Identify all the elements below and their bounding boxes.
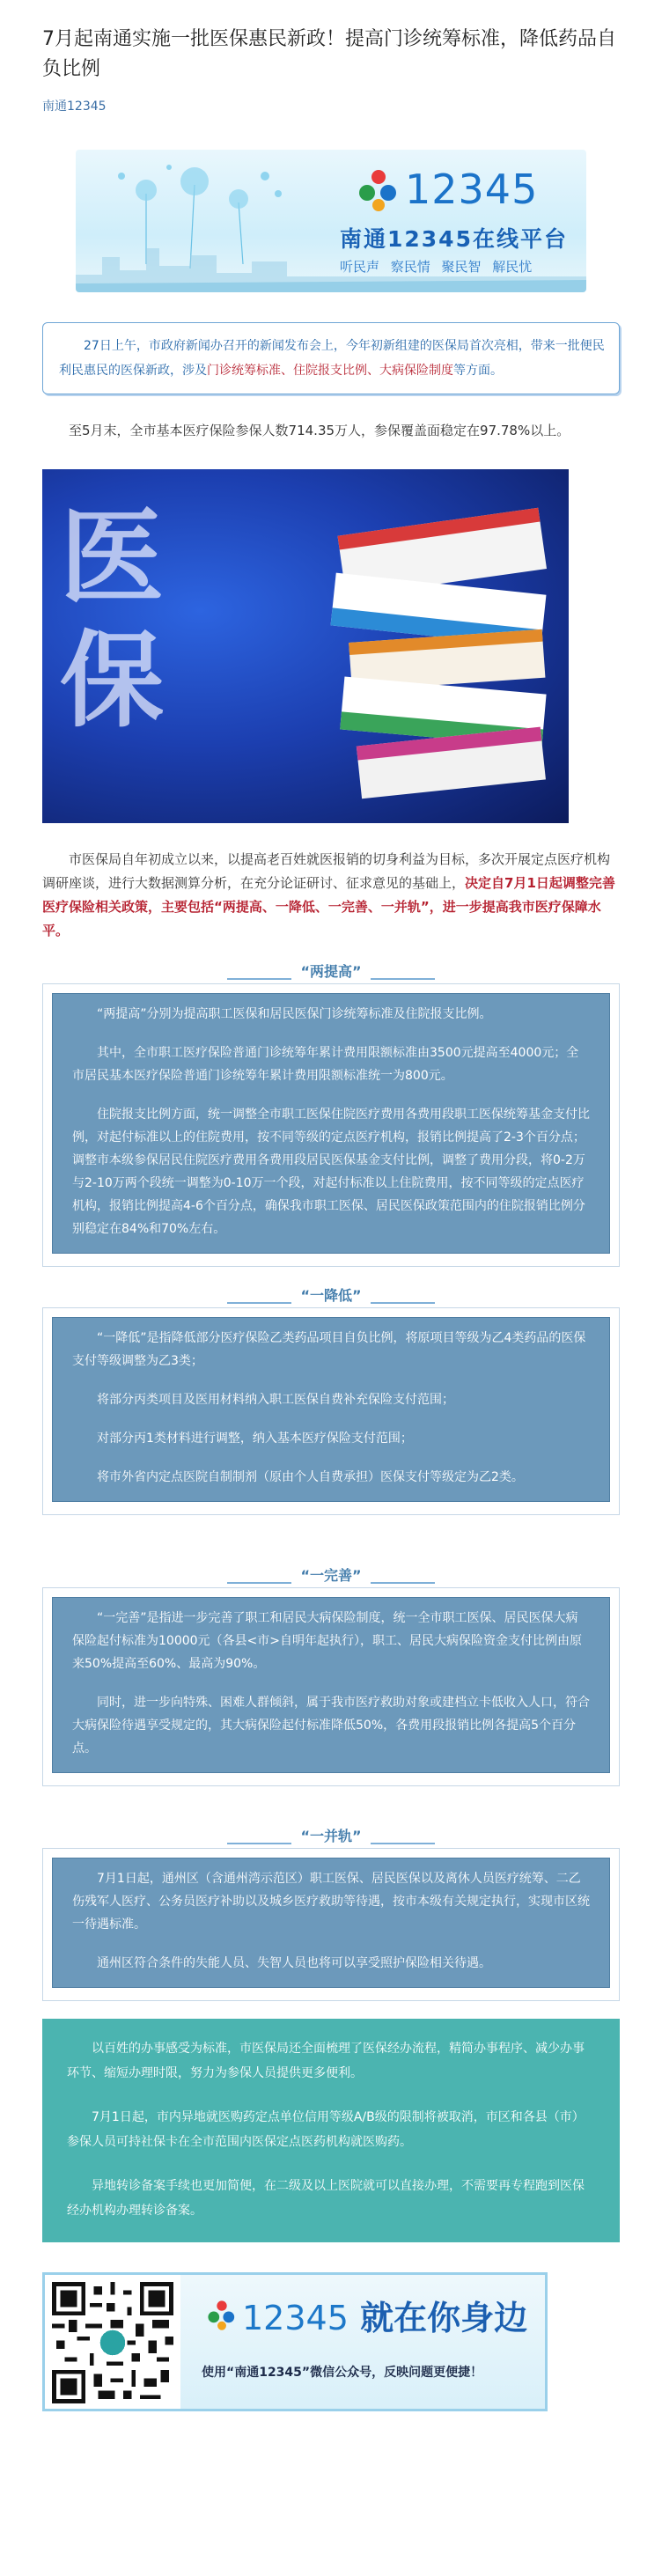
- section-paragraph: 将市外省内定点医院自制制剂（原由个人自费承担）医保支付等级定为乙2类。: [97, 1470, 524, 1484]
- section-label: “一并轨”: [291, 1825, 370, 1845]
- medicine-boxes-graphic: [306, 504, 562, 813]
- section-paragraph: 住院报支比例方面，统一调整全市职工医保住院医疗费用各费用段职工医保统筹基金支付比例，对起付标准以上的住院费用，按不同等级的定点医疗机构，报销比例提高了2-3个百分点；调整市本级参保居民住院医疗费用各费用段居民医保基金支付比例，调整了费用分段，将0-2万与2-10万两个段统一调整为0-10万一个段，对起付标准以上住院费用，按不同等级的定点医疗机构，报销比例提高4-6个百分点，确保我市职工医保、居民医保政策范围内的住院报销比例分别稳定在84%和70%左右。: [72, 1108, 590, 1236]
- water-drops-icon: [207, 2298, 237, 2331]
- service-improvements-box: [42, 2019, 620, 2242]
- intro-box: [42, 322, 620, 394]
- qr-code-icon[interactable]: [52, 2282, 173, 2403]
- section-box-two-raises: [52, 993, 610, 1254]
- water-drops-icon: [357, 166, 400, 212]
- photo-char-bao: 保: [60, 620, 170, 741]
- footer-promo: [180, 2275, 545, 2409]
- header-banner-image: [76, 150, 586, 292]
- section-box-one-merger: [52, 1858, 610, 1988]
- section-header-one-improvement: [42, 1564, 620, 1587]
- section-label: “两提高”: [291, 960, 370, 981]
- section-paragraph: “一降低”是指降低部分医疗保险乙类药品项目自负比例，将原项目等级为乙4类药品的医保支付等级调整为乙3类；: [72, 1331, 586, 1368]
- footer-tagline: 就在你身边: [360, 2299, 528, 2337]
- section-paragraph: 将部分丙类项目及医用材料纳入职工医保自费补充保险支付范围；: [97, 1393, 454, 1407]
- intro-text-end: 等方面。: [453, 364, 503, 378]
- banner-logo-number: 12345: [405, 166, 539, 213]
- section-paragraph: 通州区符合条件的失能人员、失智人员也将可以享受照护保险相关待遇。: [97, 1956, 491, 1970]
- section-header-two-raises: [42, 960, 620, 983]
- service-paragraph: 以百姓的办事感受为标准，市医保局还全面梳理了医保经办流程，精简办事程序、减少办事环节、缩短办理时限，努力为参保人员提供更多便利。: [67, 2042, 585, 2080]
- medical-insurance-photo: [42, 469, 569, 823]
- section-paragraph: 对部分丙1类材料进行调整，纳入基本医疗保险支付范围；: [97, 1432, 413, 1446]
- footer-banner: [42, 2272, 548, 2411]
- section-label: “一完善”: [291, 1564, 370, 1585]
- policy-summary-highlight: 决定自7月1日起调整完善医疗保险相关政策，主要包括“两提高、一降低、一完善、一并轨”，进一步提高我市医疗保障水平。: [42, 875, 615, 938]
- banner-logo: [357, 166, 538, 213]
- banner-platform-name: 南通12345在线平台: [340, 226, 568, 252]
- policy-summary-text: 市医保局自年初成立以来，以提高老百姓就医报销的切身利益为目标，多次开展定点医疗机构调研座谈，进行大数据测算分析，在充分论证研讨、征求意见的基础上，: [42, 851, 611, 891]
- section-paragraph: 7月1日起，通州区（含通州湾示范区）职工医保、居民医保以及离休人员医疗统筹、二乙伤残军人医疗、公务员医疗补助以及城乡医疗救助等待遇，按市本级有关规定执行，实现市区统一待遇标准。: [72, 1872, 590, 1932]
- section-header-one-reduction: [42, 1284, 620, 1307]
- section-paragraph: 同时，进一步向特殊、困难人群倾斜，属于我市医疗救助对象或建档立卡低收入人口，符合大病保险待遇享受规定的，其大病保险起付标准降低50%，各费用段报销比例各提高5个百分点。: [72, 1696, 590, 1755]
- photo-caption-chars: [60, 496, 169, 742]
- intro-highlight: 门诊统筹标准、住院报支比例、大病保险制度: [207, 364, 453, 378]
- section-frame: [42, 1307, 620, 1515]
- section-paragraph: “两提高”分别为提高职工医保和居民医保门诊统筹标准及住院报支比例。: [97, 1007, 492, 1021]
- paragraph-enrollment: 至5月末，全市基本医疗保险参保人数714.35万人，参保覆盖面稳定在97.78%以上。: [69, 423, 570, 438]
- section-box-one-reduction: [52, 1317, 610, 1502]
- section-label: “一降低”: [291, 1284, 370, 1305]
- section-frame: [42, 983, 620, 1267]
- section-header-one-merger: [42, 1825, 620, 1848]
- account-link[interactable]: 南通12345: [42, 99, 107, 114]
- article-title: 7月起南通实施一批医保惠民新政！提高门诊统筹标准，降低药品自负比例: [42, 28, 616, 80]
- footer-number: 12345: [242, 2299, 349, 2337]
- section-paragraph: 其中，全市职工医疗保险普通门诊统筹年累计费用限额标准由3500元提高至4000元；全市居民基本医疗保险普通门诊统筹年累计费用限额标准统一为800元。: [72, 1046, 579, 1083]
- section-frame: [42, 1848, 620, 2001]
- footer-subtitle: 使用“南通12345”微信公众号，反映问题更便捷！: [202, 2366, 483, 2380]
- photo-char-yi: 医: [60, 497, 170, 618]
- service-paragraph: 异地转诊备案手续也更加简便，在二级及以上医院就可以直接办理，不需要再专程跑到医保经办机构办理转诊备案。: [67, 2179, 585, 2218]
- section-frame: [42, 1587, 620, 1786]
- intro-text: 27日上午，市政府新闻办召开的新闻发布会上，今年初新组建的医保局首次亮相，带来一批便民利民惠民的医保新政，涉及: [59, 339, 605, 378]
- banner-slogan: 听民声 察民情 聚民智 解民忧: [340, 259, 533, 275]
- paragraph-policy-summary: [42, 848, 620, 943]
- footer-headline: [242, 2291, 527, 2339]
- section-paragraph: “一完善”是指进一步完善了职工和居民大病保险制度，统一全市职工医保、居民医保大病保险起付标准为10000元（各县<市>自明年起执行），职工、居民大病保险资金支付比例由原来50%提高至60%、最高为90%。: [72, 1611, 582, 1671]
- section-box-one-improvement: [52, 1597, 610, 1773]
- service-paragraph: 7月1日起，市内异地就医购药定点单位信用等级A/B级的限制将被取消，市区和各县（市）参保人员可持社保卡在全市范围内医保定点医药机构就医购药。: [67, 2110, 585, 2149]
